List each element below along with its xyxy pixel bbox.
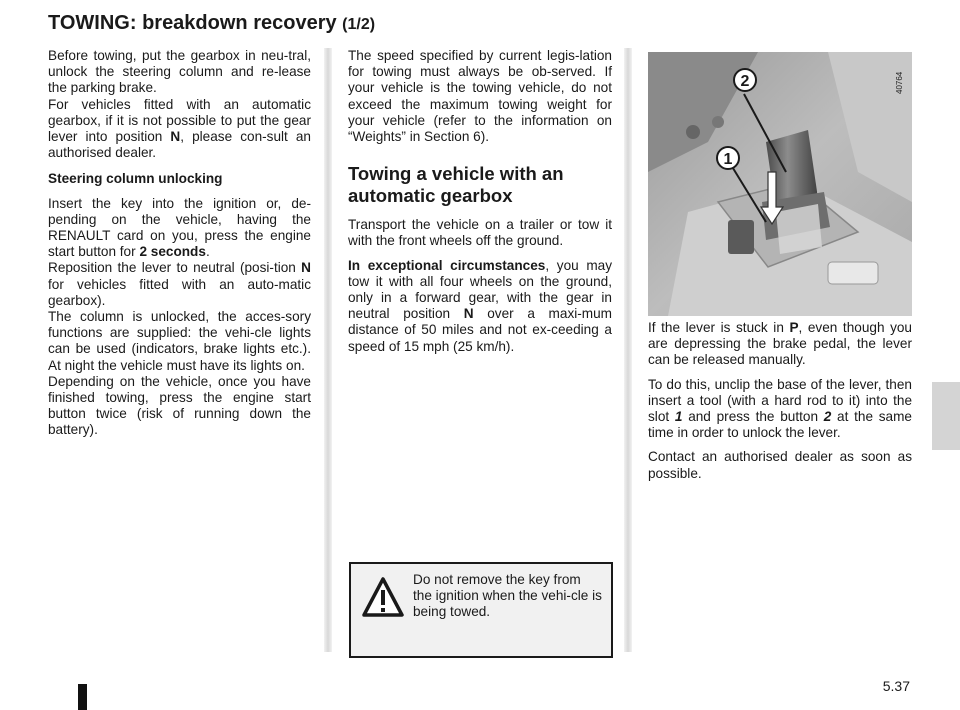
button-number: 2: [823, 409, 832, 425]
transport-paragraph: Transport the vehicle on a trailer or tow it with the front wheels off the ground.: [348, 217, 612, 249]
insert-text-end: .: [205, 244, 210, 260]
exceptional-text-end: over a maxi-mum distance of 50 miles and not ex-ceeding a speed of 15 mph (25 km/h).: [348, 306, 612, 354]
title-part: (1/2): [342, 16, 376, 33]
intro-paragraph: Before towing, put the gearbox in neu-tral, unlock the steering column and re-lease the parking brake.: [48, 48, 311, 96]
position-p: P: [789, 320, 799, 335]
callout-1: 1: [723, 151, 733, 168]
auto-gearbox-paragraph: [48, 97, 311, 162]
automatic-towing-heading: Towing a vehicle with an automatic gearbox: [348, 163, 564, 207]
column-divider-1: [324, 48, 332, 652]
stuck-text-end: , even though you are depressing the brake pedal, the lever can be released manually.: [648, 320, 912, 368]
position-n: N: [170, 129, 181, 145]
column-3: [648, 320, 912, 482]
reposition-paragraph: [48, 260, 311, 309]
column-divider-2: [624, 48, 632, 652]
insert-paragraph: [48, 196, 311, 261]
warning-triangle-icon: [361, 576, 405, 618]
page-title: [48, 12, 375, 35]
todo-text-end: at the same time in order to unlock the lever.: [648, 409, 912, 441]
auto-text: For vehicles fitted with an automatic gearbox, if it is not possible to put the gear lever into position: [48, 96, 311, 145]
exceptional-bold: In exceptional circumstances: [348, 257, 546, 273]
slot-number: 1: [674, 409, 683, 425]
page-corner-mark: [78, 684, 87, 710]
exceptional-paragraph: [348, 258, 612, 355]
exceptional-text: , you may tow it with all four wheels on the ground, only in a forward gear, with the gear in neutral position: [348, 257, 612, 322]
reposition-text: Reposition the lever to neutral (posi-tion: [48, 260, 302, 276]
gear-lever-illustration: [648, 52, 912, 316]
warning-box: [349, 562, 613, 658]
todo-paragraph: [648, 377, 912, 442]
figure-reference: 40764: [895, 71, 904, 94]
unlocked-paragraph: The column is unlocked, the acces-sory functions are supplied: the vehi-cle lights can be used (indicators, brake lights etc.). At night the vehicle must have its lights on.: [48, 309, 311, 373]
speed-paragraph: The speed specified by current legis-lation for towing must always be ob-served. If your vehicle is the towing vehicle, do not exceed the maximum towing weight for your vehicle (refer to the information on “Weights” in Section 6).: [348, 48, 612, 145]
reposition-text-end: for vehicles fitted with an auto-matic gearbox).: [48, 276, 311, 308]
insert-text: Insert the key into the ignition or, de-pending on the vehicle, having the RENAULT card on you, press the engine start button for: [48, 195, 311, 260]
callout-2: 2: [740, 73, 750, 90]
steering-heading: Steering column unlocking: [48, 171, 223, 187]
duration-bold: 2 seconds: [139, 244, 206, 260]
column-2: [348, 48, 612, 355]
gear-lever-photo: [648, 52, 912, 316]
stuck-text: If the lever is stuck in: [648, 320, 790, 335]
title-text: TOWING: breakdown recovery: [48, 12, 337, 34]
stuck-paragraph: [648, 320, 912, 369]
contact-paragraph: Contact an authorised dealer as soon as possible.: [648, 449, 912, 481]
warning-text: Do not remove the key from the ignition when the vehi-cle is being towed.: [413, 572, 602, 620]
todo-text: To do this, unclip the base of the lever, then insert a tool (with a hard rod to it) into the slot: [648, 376, 912, 425]
todo-text-mid: and press the button: [682, 409, 824, 425]
auto-text-end: , please con-sult an authorised dealer.: [48, 129, 311, 161]
position-n-2: N: [301, 260, 311, 276]
page-number: 5.37: [882, 678, 910, 694]
position-n-3: N: [463, 306, 474, 322]
depending-paragraph: Depending on the vehicle, once you have finished towing, press the engine start button twice (risk of running down the battery).: [48, 373, 311, 438]
column-1: [48, 48, 311, 439]
section-tab: [932, 382, 960, 450]
